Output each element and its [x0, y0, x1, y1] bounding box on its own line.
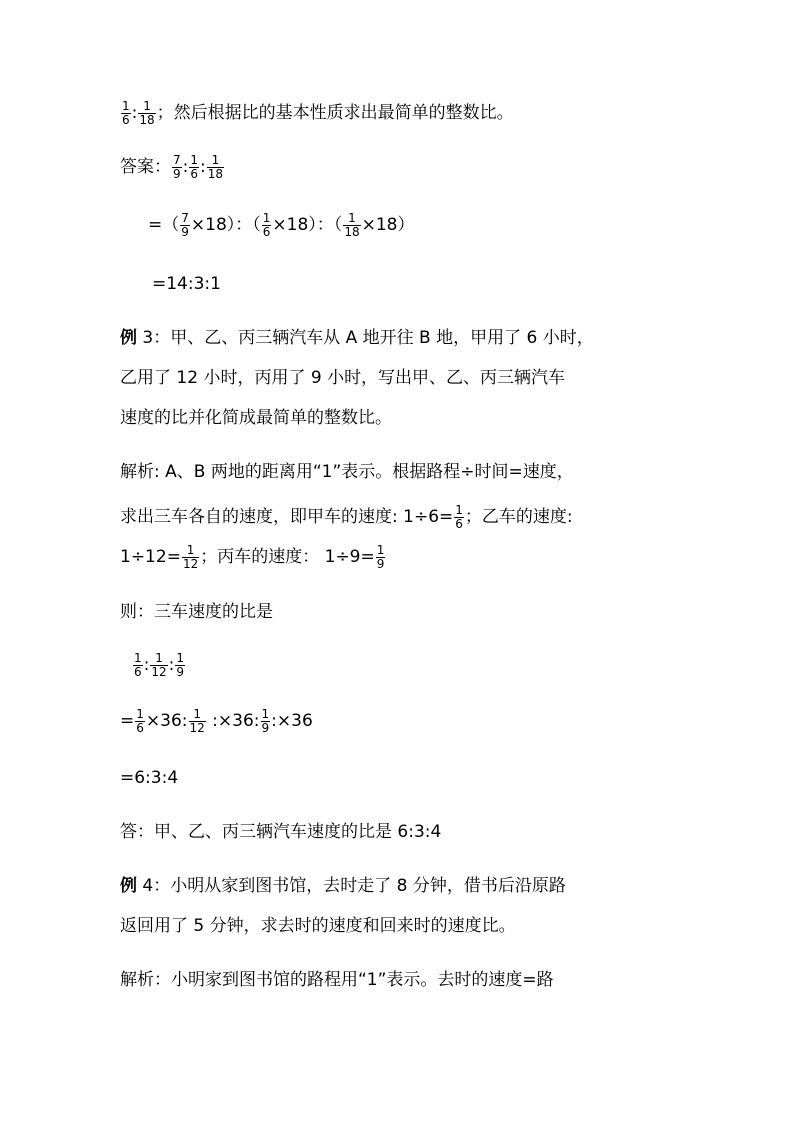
- analysis-3-line-1: 解析: A、B 两地的距离用“1”表示。根据路程÷时间=速度，: [120, 462, 574, 482]
- fraction-1-9: $\frac{1}{9}$: [376, 543, 385, 571]
- example-4-line-1: 例 4：小明从家到图书馆，去时走了 8 分钟，借书后沿原路: [120, 876, 566, 896]
- fraction-1-18: $\frac{1}{18}$: [139, 99, 155, 127]
- fraction-1-12: $\frac{1}{12}$: [189, 707, 205, 735]
- equation-result-2: =6:3:4: [120, 768, 179, 788]
- fraction-1-6: $\frac{1}{6}$: [136, 707, 144, 735]
- fraction-1-18: $\frac{1}{18}$: [207, 153, 224, 181]
- then-line: 则：三车速度的比是: [120, 602, 273, 622]
- equation-result-1: =14:3:1: [152, 274, 221, 294]
- analysis-3-line-3: 1÷12= $\frac{1}{12}$ ；丙车的速度： 1÷9= $\frac{1}{9}$: [120, 543, 385, 571]
- fraction-1-6: $\frac{1}{6}$: [122, 99, 130, 127]
- fraction-1-12: $\frac{1}{12}$: [182, 543, 199, 571]
- fraction-1-6: $\frac{1}{6}$: [134, 651, 142, 679]
- fraction-1-6: $\frac{1}{6}$: [190, 153, 199, 181]
- fraction-1-12: $\frac{1}{12}$: [151, 651, 167, 679]
- answer-line: 答案： $\frac{7}{9}$ : $\frac{1}{6}$ : $\frac{1}{18}$: [120, 153, 224, 181]
- fraction-1-6: $\frac{1}{6}$: [455, 503, 463, 531]
- answer-3: 答：甲、乙、丙三辆汽车速度的比是 6:3:4: [120, 822, 442, 842]
- example-3-line-3: 速度的比并化简成最简单的整数比。: [120, 408, 392, 428]
- fraction-7-9: $\frac{7}{9}$: [173, 153, 181, 181]
- fraction-1-9: $\frac{1}{9}$: [261, 707, 270, 735]
- example-3-line-1: 例 3：甲、乙、丙三辆汽车从 A 地开往 B 地，甲用了 6 小时，: [120, 328, 594, 348]
- example-4-line-2: 返回用了 5 分钟，求去时的速度和回来时的速度比。: [120, 916, 516, 936]
- equation-line-2: = $\frac{1}{6}$ ×36: $\frac{1}{12}$ :×36: $\frac{1}{9}$ :×36: [120, 707, 313, 735]
- ratio-line: $\frac{1}{6}$ : $\frac{1}{12}$ : $\frac{1}{9}$: [134, 651, 185, 679]
- text-line-1: $\frac{1}{6}$ : $\frac{1}{18}$ ；然后根据比的基本性质求出最简单的整数比。: [122, 99, 514, 127]
- equation-line-1: =（ $\frac{7}{9}$ ×18）：（ $\frac{1}{6}$ ×18）：（ $\frac{1}{18}$ ×18）: [148, 211, 415, 239]
- fraction-1-18: $\frac{1}{18}$: [344, 211, 360, 239]
- fraction-1-9: $\frac{1}{9}$: [176, 651, 185, 679]
- example-3-line-2: 乙用了 12 小时，丙用了 9 小时，写出甲、乙、丙三辆汽车: [120, 368, 566, 388]
- analysis-3-line-2: 求出三车各自的速度，即甲车的速度: 1÷6= $\frac{1}{6}$ ；乙车的速度:: [120, 503, 573, 531]
- fraction-1-6: $\frac{1}{6}$: [262, 211, 271, 239]
- analysis-4-line-1: 解析：小明家到图书馆的路程用“1”表示。去时的速度=路: [120, 970, 554, 990]
- fraction-7-9: $\frac{7}{9}$: [181, 211, 189, 239]
